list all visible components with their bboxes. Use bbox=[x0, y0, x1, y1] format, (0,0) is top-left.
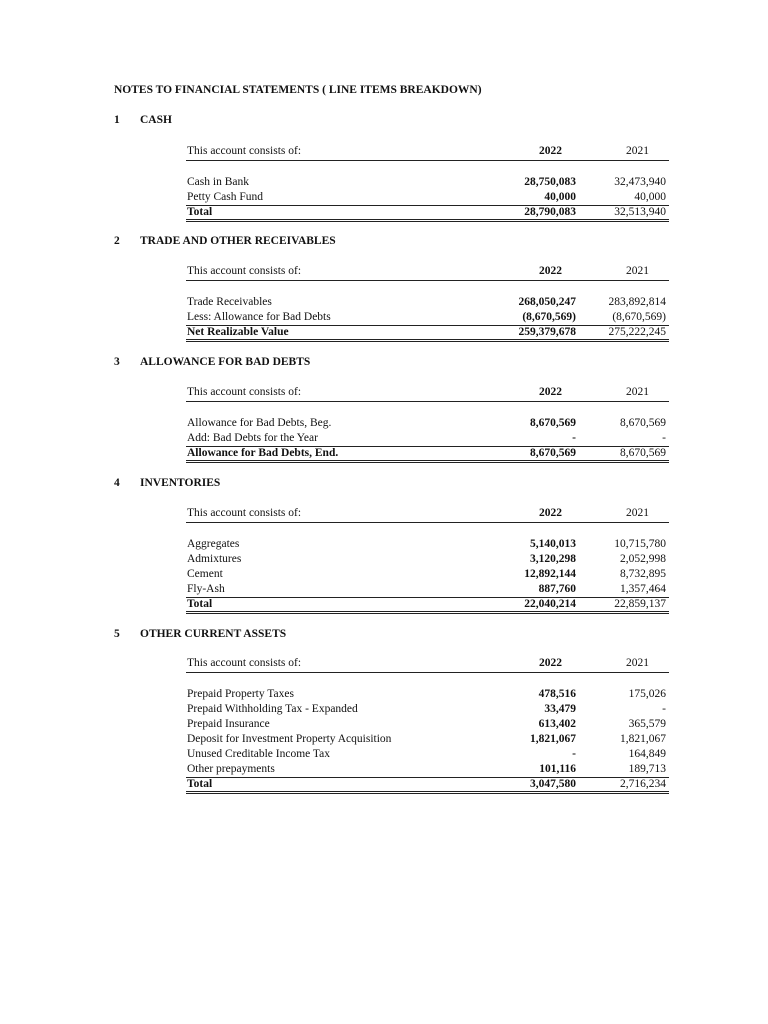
note-heading bbox=[114, 628, 286, 640]
total-row bbox=[186, 446, 669, 463]
total-label: Total bbox=[187, 598, 213, 610]
total-2022: 259,379,678 bbox=[518, 326, 576, 338]
table-row bbox=[186, 295, 669, 310]
value-2021: 32,473,940 bbox=[614, 176, 666, 188]
row-label: Allowance for Bad Debts, Beg. bbox=[187, 417, 332, 429]
table-row bbox=[186, 175, 669, 190]
table-row bbox=[186, 762, 669, 777]
table-row bbox=[186, 717, 669, 732]
value-2022: 478,516 bbox=[538, 688, 576, 700]
note-heading bbox=[114, 356, 310, 368]
value-2022: - bbox=[572, 748, 576, 760]
note-title: TRADE AND OTHER RECEIVABLES bbox=[140, 235, 336, 247]
header-label: This account consists of: bbox=[187, 507, 302, 519]
note-number: 5 bbox=[114, 628, 120, 640]
total-2022: 22,040,214 bbox=[524, 598, 576, 610]
table-body bbox=[186, 416, 669, 463]
row-label: Prepaid Property Taxes bbox=[187, 688, 294, 700]
value-2022: 268,050,247 bbox=[518, 296, 576, 308]
year-prior-header: 2021 bbox=[626, 507, 649, 519]
total-row bbox=[186, 597, 669, 614]
value-2021: 1,821,067 bbox=[620, 733, 666, 745]
value-2021: - bbox=[569, 431, 666, 447]
table-header bbox=[186, 507, 669, 523]
note-title: CASH bbox=[140, 114, 172, 126]
value-2022: - bbox=[476, 431, 576, 447]
header-label: This account consists of: bbox=[187, 657, 302, 669]
value-2022: 40,000 bbox=[476, 190, 576, 206]
row-label: Unused Creditable Income Tax bbox=[187, 748, 331, 760]
year-current-header: 2022 bbox=[539, 386, 562, 398]
note-title: ALLOWANCE FOR BAD DEBTS bbox=[140, 356, 311, 368]
note-table bbox=[186, 145, 669, 222]
note-table bbox=[186, 657, 669, 794]
value-2022: 1,821,067 bbox=[530, 733, 576, 745]
total-2021: 2,716,234 bbox=[620, 778, 666, 790]
total-2022: 28,790,083 bbox=[524, 206, 576, 218]
value-2021: 283,892,814 bbox=[608, 296, 666, 308]
value-2022: 101,116 bbox=[476, 762, 576, 778]
note-title: OTHER CURRENT ASSETS bbox=[140, 628, 287, 640]
note-number: 4 bbox=[114, 477, 120, 489]
value-2021: 1,357,464 bbox=[569, 582, 666, 598]
table-row bbox=[186, 702, 669, 717]
note-heading bbox=[114, 235, 336, 247]
value-2022: (8,670,569) bbox=[476, 310, 576, 326]
row-label: Prepaid Insurance bbox=[187, 718, 270, 730]
value-2021: 175,026 bbox=[628, 688, 666, 700]
table-row bbox=[186, 310, 669, 325]
note-heading bbox=[114, 477, 220, 489]
table-row bbox=[186, 431, 669, 446]
total-row bbox=[186, 777, 669, 794]
row-label: Admixtures bbox=[187, 553, 242, 565]
value-2021: 8,670,569 bbox=[620, 417, 666, 429]
value-2021: 2,052,998 bbox=[620, 553, 666, 565]
note-heading bbox=[114, 114, 172, 126]
value-2022: 28,750,083 bbox=[524, 176, 576, 188]
value-2021: 189,713 bbox=[569, 762, 666, 778]
value-2021: 365,579 bbox=[628, 718, 666, 730]
value-2022: 613,402 bbox=[538, 718, 576, 730]
header-label: This account consists of: bbox=[187, 386, 302, 398]
table-body bbox=[186, 687, 669, 794]
total-2021: 8,670,569 bbox=[620, 447, 666, 459]
table-row bbox=[186, 582, 669, 597]
year-prior-header: 2021 bbox=[626, 386, 649, 398]
table-header bbox=[186, 145, 669, 161]
year-current-header: 2022 bbox=[539, 507, 562, 519]
table-row bbox=[186, 416, 669, 431]
header-label: This account consists of: bbox=[187, 145, 302, 157]
total-label: Net Realizable Value bbox=[187, 326, 289, 338]
total-2021: 22,859,137 bbox=[614, 598, 666, 610]
table-body bbox=[186, 175, 669, 222]
value-2022: 5,140,013 bbox=[530, 538, 576, 550]
year-current-header: 2022 bbox=[539, 145, 562, 157]
row-label: Deposit for Investment Property Acquisition bbox=[187, 733, 392, 745]
table-row bbox=[186, 537, 669, 552]
total-2022: 3,047,580 bbox=[530, 778, 576, 790]
row-label: Other prepayments bbox=[187, 762, 275, 778]
year-prior-header: 2021 bbox=[626, 657, 649, 669]
table-row bbox=[186, 747, 669, 762]
header-label: This account consists of: bbox=[187, 265, 302, 277]
row-label: Trade Receivables bbox=[187, 296, 272, 308]
total-label: Total bbox=[187, 778, 213, 790]
value-2021: 8,732,895 bbox=[620, 568, 666, 580]
row-label: Cement bbox=[187, 568, 223, 580]
value-2021: - bbox=[662, 703, 666, 715]
note-number: 3 bbox=[114, 356, 120, 368]
value-2021: 10,715,780 bbox=[614, 538, 666, 550]
total-label: Total bbox=[187, 206, 213, 218]
year-prior-header: 2021 bbox=[626, 265, 649, 277]
total-label: Allowance for Bad Debts, End. bbox=[187, 447, 339, 459]
row-label: Prepaid Withholding Tax - Expanded bbox=[187, 703, 358, 715]
value-2022: 887,760 bbox=[476, 582, 576, 598]
year-current-header: 2022 bbox=[539, 265, 562, 277]
row-label: Aggregates bbox=[187, 538, 240, 550]
table-row bbox=[186, 732, 669, 747]
value-2021: (8,670,569) bbox=[569, 310, 666, 326]
table-header bbox=[186, 657, 669, 673]
note-table bbox=[186, 507, 669, 614]
total-2021: 32,513,940 bbox=[614, 206, 666, 218]
note-number: 1 bbox=[114, 114, 120, 126]
table-body bbox=[186, 295, 669, 342]
note-number: 2 bbox=[114, 235, 120, 247]
row-label: Add: Bad Debts for the Year bbox=[187, 431, 318, 447]
total-2021: 275,222,245 bbox=[608, 326, 666, 338]
value-2021: 40,000 bbox=[569, 190, 666, 206]
note-table bbox=[186, 386, 669, 463]
year-current-header: 2022 bbox=[539, 657, 562, 669]
table-row bbox=[186, 687, 669, 702]
table-header bbox=[186, 386, 669, 402]
table-row bbox=[186, 552, 669, 567]
value-2022: 12,892,144 bbox=[524, 568, 576, 580]
year-prior-header: 2021 bbox=[626, 145, 649, 157]
total-2022: 8,670,569 bbox=[530, 447, 576, 459]
value-2022: 8,670,569 bbox=[530, 417, 576, 429]
row-label: Less: Allowance for Bad Debts bbox=[187, 310, 331, 326]
table-header bbox=[186, 265, 669, 281]
row-label: Fly-Ash bbox=[187, 582, 225, 598]
value-2022: 3,120,298 bbox=[530, 553, 576, 565]
value-2022: 33,479 bbox=[544, 703, 576, 715]
note-title: INVENTORIES bbox=[140, 477, 221, 489]
table-body bbox=[186, 537, 669, 614]
note-table bbox=[186, 265, 669, 342]
total-row bbox=[186, 205, 669, 222]
document-title: NOTES TO FINANCIAL STATEMENTS ( LINE ITEMS BREAKDOWN) bbox=[114, 84, 482, 96]
row-label: Cash in Bank bbox=[187, 176, 249, 188]
value-2021: 164,849 bbox=[628, 748, 666, 760]
table-row bbox=[186, 190, 669, 205]
total-row bbox=[186, 325, 669, 342]
table-row bbox=[186, 567, 669, 582]
row-label: Petty Cash Fund bbox=[187, 190, 263, 206]
